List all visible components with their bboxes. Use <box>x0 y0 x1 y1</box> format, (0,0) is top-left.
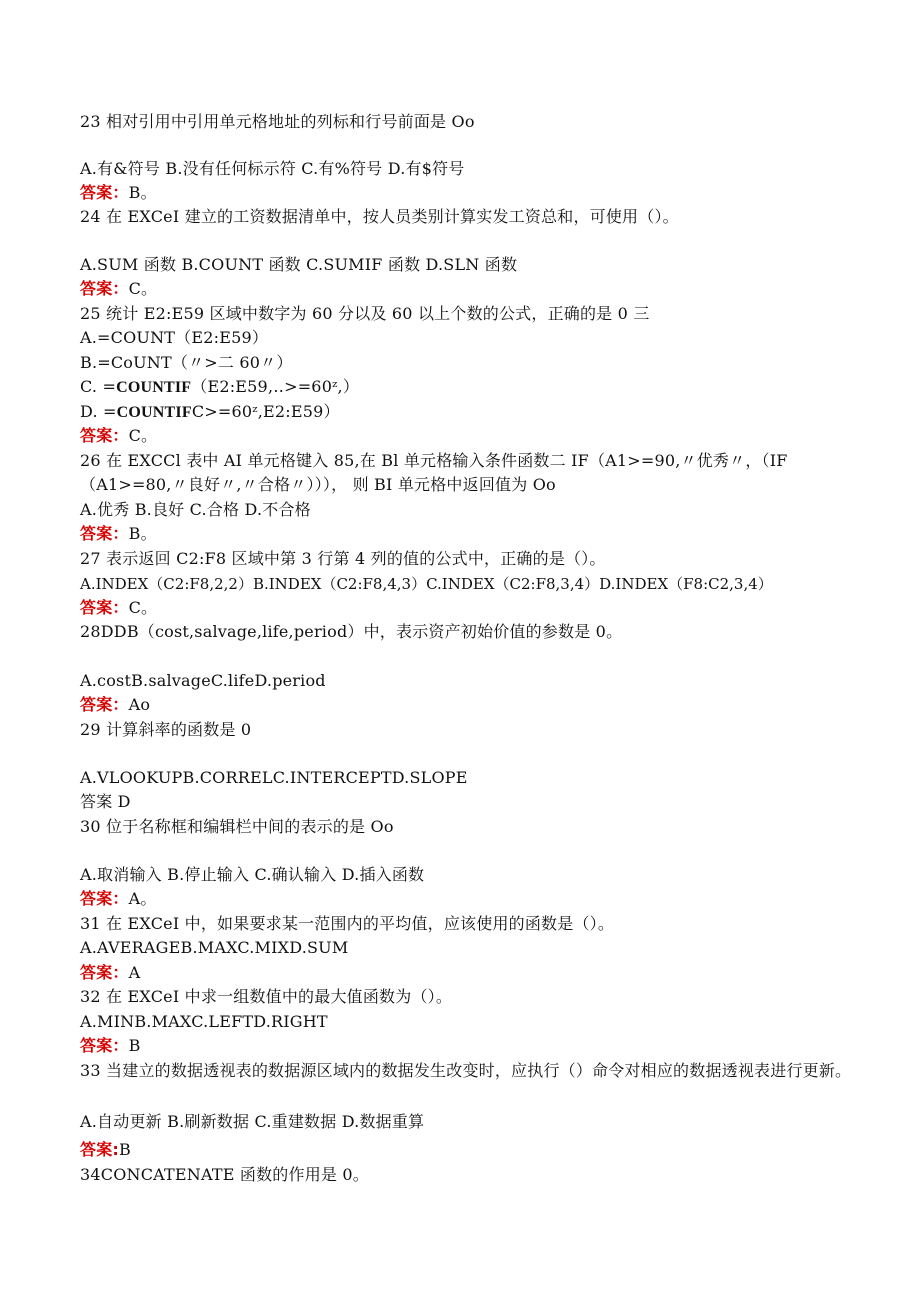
answer-label: 答案： <box>80 426 129 445</box>
question-33-options: A.自动更新 B.刷新数据 C.重建数据 D.数据重算 <box>80 1112 425 1131</box>
question-28-answer <box>80 693 860 717</box>
answer-value: B <box>119 1140 131 1159</box>
question-29: 29 计算斜率的函数是 0 <box>80 720 252 739</box>
answer-value: A <box>128 963 141 982</box>
option-prefix: C. = <box>80 377 117 396</box>
question-33: 33 当建立的数据透视表的数据源区域内的数据发生改变时，应执行（）命令对相应的数据透视表进行更新。 <box>80 1061 852 1080</box>
answer-value: B <box>128 1036 141 1055</box>
question-30-answer <box>80 887 860 911</box>
question-26-options: A.优秀 B.良好 C.合格 D.不合格 <box>80 500 311 519</box>
question-27: 27 表示返回 C2:F8 区域中第 3 行第 4 列的值的公式中，正确的是（）。 <box>80 549 606 568</box>
question-34: 34CONCATENATE 函数的作用是 0。 <box>80 1165 369 1184</box>
answer-value: Ao <box>128 695 151 714</box>
question-28-options: A.costB.salvageC.lifeD.period <box>80 671 326 690</box>
question-31: 31 在 EXCeI 中，如果要求某一范围内的平均值，应该使用的函数是（）。 <box>80 914 615 933</box>
answer-label: 答案： <box>80 889 129 908</box>
answer-value: B。 <box>128 183 157 202</box>
question-25-option-c <box>80 375 860 400</box>
answer-label: 答案： <box>80 1036 129 1055</box>
question-27-answer <box>80 596 860 620</box>
question-23: 23 相对引用中引用单元格地址的列标和行号前面是 Oo <box>80 112 475 131</box>
question-25-answer <box>80 424 860 448</box>
option-function: COUNTIF <box>116 379 192 396</box>
question-33-answer <box>80 1138 860 1162</box>
question-24-answer <box>80 277 860 301</box>
question-32-options: A.MINB.MAXC.LEFTD.RIGHT <box>80 1012 328 1031</box>
answer-value: A。 <box>128 889 157 908</box>
question-26: 26 在 EXCCl 表中 AI 单元格键入 85,在 Bl 单元格输入条件函数二 IF（A1>=90,〃优秀〃，（IF（A1>=80,〃良好〃,〃合格〃）））， 则 BI 单元格中返回值为 Oo <box>80 451 788 494</box>
question-29-answer: 答案 D <box>80 792 131 811</box>
question-23-answer <box>80 181 860 205</box>
option-prefix: D. = <box>80 402 117 421</box>
option-function: COUNTIF <box>116 404 192 421</box>
question-32: 32 在 EXCeI 中求一组数值中的最大值函数为（）。 <box>80 987 453 1006</box>
question-24: 24 在 EXCeI 建立的工资数据清单中，按人员类别计算实发工资总和，可使用（）。 <box>80 207 679 226</box>
answer-label: 答案： <box>80 695 129 714</box>
question-23-options: A.有&符号 B.没有任何标示符 C.有%符号 D.有$符号 <box>80 159 465 178</box>
question-30-options: A.取消输入 B.停止输入 C.确认输入 D.插入函数 <box>80 865 425 884</box>
answer-value: B。 <box>128 524 157 543</box>
answer-label: 答案： <box>80 183 129 202</box>
question-25-option-b: B.=CoUNT（〃>二 60〃） <box>80 353 293 372</box>
question-25-option-d <box>80 400 860 425</box>
answer-value: C。 <box>128 598 158 617</box>
answer-label: 答案： <box>80 524 129 543</box>
option-rest: C>=60ᶻ,E2:E59） <box>191 402 340 421</box>
question-31-answer <box>80 961 860 985</box>
question-24-options: A.SUM 函数 B.COUNT 函数 C.SUMIF 函数 D.SLN 函数 <box>80 255 518 274</box>
answer-label: 答案： <box>80 963 129 982</box>
question-25-option-a: A.=COUNT（E2:E59） <box>80 328 269 347</box>
answer-value: C。 <box>128 279 158 298</box>
question-29-options: A.VLOOKUPB.CORRELC.INTERCEPTD.SLOPE <box>80 768 468 787</box>
question-32-answer <box>80 1034 860 1058</box>
answer-label: 答案: <box>80 1140 119 1159</box>
answer-value: C。 <box>128 426 158 445</box>
option-rest: （E2:E59,‥>=60ᶻ,） <box>191 377 360 396</box>
answer-label: 答案： <box>80 598 129 617</box>
question-25: 25 统计 E2:E59 区域中数字为 60 分以及 60 以上个数的公式，正确的是 0 三 <box>80 304 650 323</box>
question-26-answer <box>80 522 860 546</box>
question-31-options: A.AVERAGEB.MAXC.MIXD.SUM <box>80 938 349 957</box>
question-27-options: A.INDEX（C2:F8,2,2）B.INDEX（C2:F8,4,3）C.INDEX（C2:F8,3,4）D.INDEX（F8:C2,3,4） <box>80 575 773 593</box>
question-28: 28DDB（cost,salvage,life,period）中，表示资产初始价值的参数是 0。 <box>80 622 623 641</box>
answer-label: 答案： <box>80 279 129 298</box>
question-30: 30 位于名称框和编辑栏中间的表示的是 Oo <box>80 817 394 836</box>
